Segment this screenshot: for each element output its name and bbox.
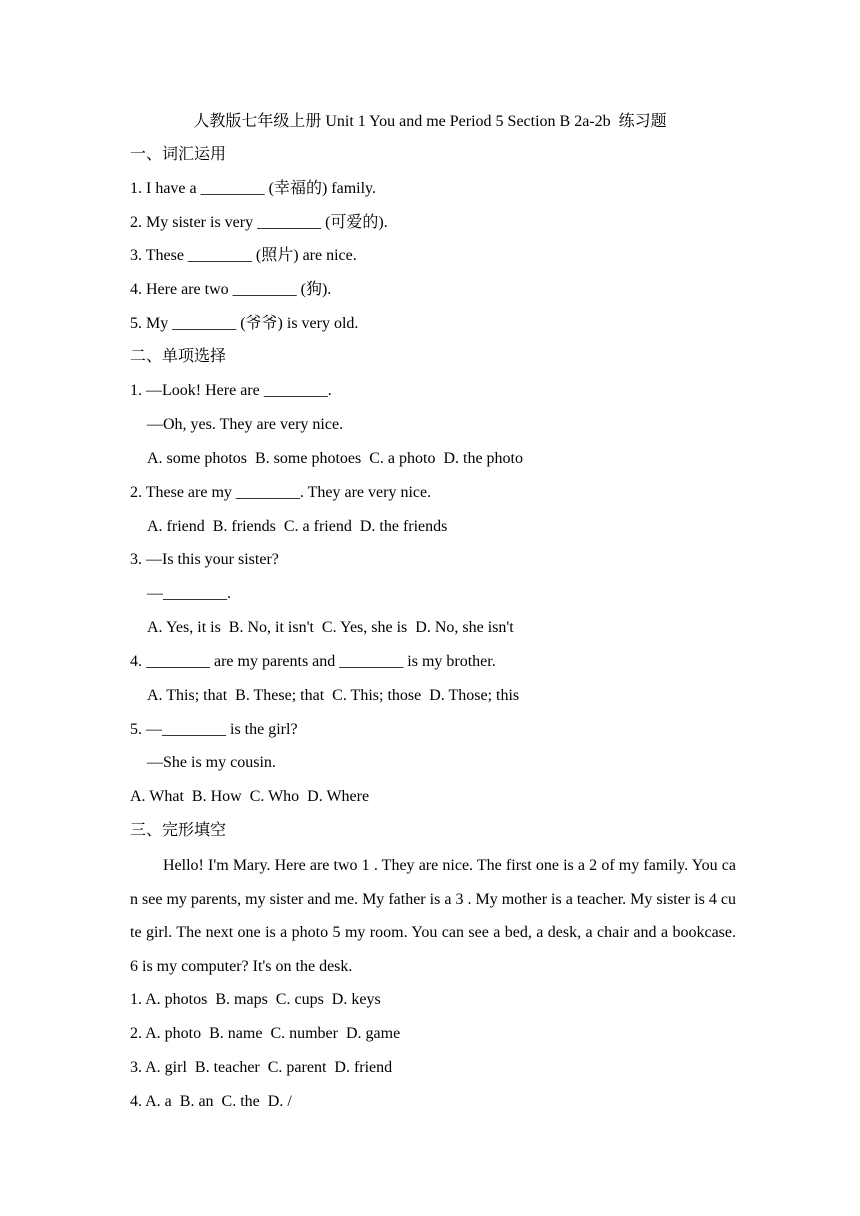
page-title: 人教版七年级上册 Unit 1 You and me Period 5 Section B 2a-2b 练习题 xyxy=(193,113,667,130)
question-stem: 4. ________ are my parents and ________ is my brother. xyxy=(130,653,496,670)
question-reply: —________. xyxy=(147,585,231,602)
cloze-item: 3. A. girl B. teacher C. parent D. friend xyxy=(130,1059,393,1076)
vocab-item: 3. These ________ (照片) are nice. xyxy=(130,247,357,264)
section1-heading: 一、词汇运用 xyxy=(130,146,227,163)
section3-heading: 三、完形填空 xyxy=(130,822,227,839)
vocab-item: 2. My sister is very ________ (可爱的). xyxy=(130,214,388,231)
question-stem: 5. —________ is the girl? xyxy=(130,721,298,738)
question-options: A. This; that B. These; that C. This; those D. Those; this xyxy=(147,687,520,704)
cloze-item: 1. A. photos B. maps C. cups D. keys xyxy=(130,991,381,1008)
vocab-item: 1. I have a ________ (幸福的) family. xyxy=(130,180,377,197)
question-options: A. Yes, it is B. No, it isn't C. Yes, she is D. No, she isn't xyxy=(147,619,514,636)
question-options: A. some photos B. some photoes C. a photo D. the photo xyxy=(147,450,523,467)
cloze-item: 2. A. photo B. name C. number D. game xyxy=(130,1025,401,1042)
cloze-item: 4. A. a B. an C. the D. / xyxy=(130,1093,292,1110)
question-options: A. friend B. friends C. a friend D. the friends xyxy=(147,518,448,535)
vocab-item: 5. My ________ (爷爷) is very old. xyxy=(130,315,359,332)
question-options: A. What B. How C. Who D. Where xyxy=(130,788,370,805)
cloze-passage: Hello! I'm Mary. Here are two 1 . They are nice. The first one is a 2 of my family. You can see my parents, my sister and me. My father is a 3 . My mother is a teacher. My sister is 4 cute girl. The next one is a photo 5 my room. You can see a bed, a desk, a chair and a bookcase. 6 is my computer? It's on the desk. xyxy=(130,857,736,976)
question-stem: 3. —Is this your sister? xyxy=(130,551,279,568)
question-stem: 1. —Look! Here are ________. xyxy=(130,382,332,399)
question-stem: 2. These are my ________. They are very nice. xyxy=(130,484,432,501)
question-reply: —Oh, yes. They are very nice. xyxy=(147,416,344,433)
section2-heading: 二、单项选择 xyxy=(130,348,227,365)
question-reply: —She is my cousin. xyxy=(147,754,276,771)
vocab-item: 4. Here are two ________ (狗). xyxy=(130,281,332,298)
